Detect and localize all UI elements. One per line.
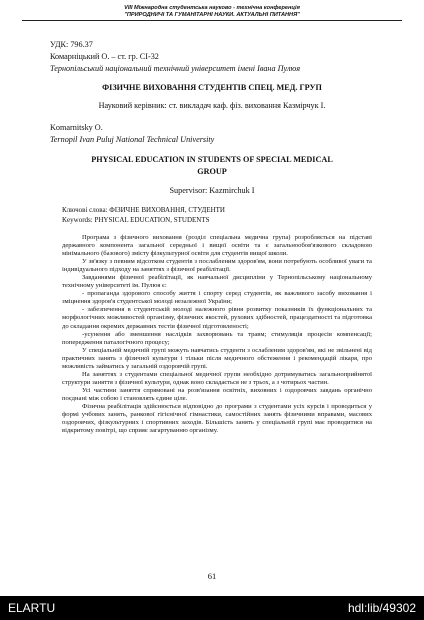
title-ua: ФІЗИЧНЕ ВИХОВАННЯ СТУДЕНТІВ СПЕЦ. МЕД. ГРУП	[102, 83, 322, 92]
supervisor-ua: Науковий керівник: ст. викладач каф. фіз. виховання Казмірчук І.	[98, 101, 326, 110]
paragraph-health: У зв'язку з певним відсотком студентів з послабленим здоров'ям, вони потребують особливої уваги та індивідуального підходу на заняттях з фізичної реабілітації.	[62, 258, 372, 274]
conference-line-2: "ПРИРОДНИЧІ ТА ГУМАНІТАРНІ НАУКИ. АКТУАЛЬНІ ПИТАННЯ"	[124, 11, 300, 18]
university-ua: Тернопільський національний технічний університет імені Івана Пулюя	[50, 64, 301, 73]
author-ua: Комарніцький О. – ст. гр. СІ-32	[50, 52, 159, 61]
university-en: Ternopil Ivan Puluj National Technical University	[50, 135, 215, 144]
header-rule	[22, 20, 402, 21]
keywords-en: Keywords: PHYSICAL EDUCATION, STUDENTS	[62, 216, 210, 224]
paragraph-rehabilitation: Фізична реабілітація здійснюється відповідно до програми з студентами усіх курсів і проводиться у формі учбових занять, ранкової гігієнічної гімнастики, самостійних занять фізичними вправами, масових оздоровчих, фізкультурних і спортивних заходів. Більшість занять у спеціальній групі має проводитися на відкритому повітрі, що сприяє загартуванню організму.	[62, 402, 372, 435]
conference-header	[0, 5, 424, 18]
paragraph-task-1: - пропаганда здорового способу життя і спорту серед студентів, як важливого засобу виховання і зміцнення здоров'я студентської молоді незалежної України;	[62, 290, 372, 306]
paragraph-parts: Усі частини заняття спрямовані на розв'язання освітніх, виховних і оздоровчих завдань органічно поєднані між собою і становлять єдине ціле.	[62, 386, 372, 402]
paragraph-program: Програма з фізичного виховання (розділ спеціальна медична група) розробляється на підставі державного компонента загальної середньої і вищої освіти та є загальнообов'язкового складовою мінімального (базового) змісту фізкультурної освіти для студентів вищої школи.	[62, 234, 372, 258]
udc-code: УДК: 796.37	[50, 40, 93, 49]
conference-line-1: VIII Міжнародна студентська науково - технічна конференція	[124, 5, 300, 11]
repository-footer	[0, 596, 424, 620]
page-number: 61	[207, 571, 217, 581]
paragraph-structure: На заняттях з студентами спеціальної медичної групи необхідно дотримуватись загальноприйнятої структури заняття з фізичної культури, однак воно складається не з трьох, а з чотирьох частин.	[62, 370, 372, 386]
paragraph-task-3: -усунення або зменшення наслідків захворювань та травм; стимуляція процесів компенсації; попередження паталогічного процесу;	[62, 330, 372, 346]
footer-left-label: ELARTU	[8, 601, 56, 615]
title-en-line-1: PHYSICAL EDUCATION IN STUDENTS OF SPECIAL MEDICAL	[91, 155, 333, 164]
footer-handle[interactable]: hdl:lib/49302	[347, 601, 416, 615]
paragraph-special-group: У спеціальній медичній групі можуть навчатись студенти з ослабленим здоров'ям, які не звільнені від практичних занять з фізичної культури і тільки після медичного обстеження і рекомендацій лікаря, про можливість займатись у загальній оздоровчій групі.	[62, 346, 372, 370]
title-en-line-2: GROUP	[197, 167, 227, 176]
paragraph-tasks: Завданнями фізичної реабілітації, як навчальної дисципліни у Тернопільському національному технічному університеті ім. Пулюя є:	[62, 274, 372, 290]
article-body	[62, 234, 372, 435]
paragraph-task-2: - забезпечення в студентській молоді належного рівня розвитку показників їх функціональних та морфологічних можливостей організму, фізичних якостей, рухових здібностей, працездатності та підготовка до складання окремих державних тестів фізичної підготовленості;	[62, 306, 372, 330]
author-en: Komarnitsky O.	[50, 123, 103, 132]
keywords-ua: Ключові слова: ФІЗИЧНЕ ВИХОВАННЯ, СТУДЕНТИ	[62, 206, 225, 214]
supervisor-en: Supervisor: Kazmirchuk I	[169, 186, 255, 195]
